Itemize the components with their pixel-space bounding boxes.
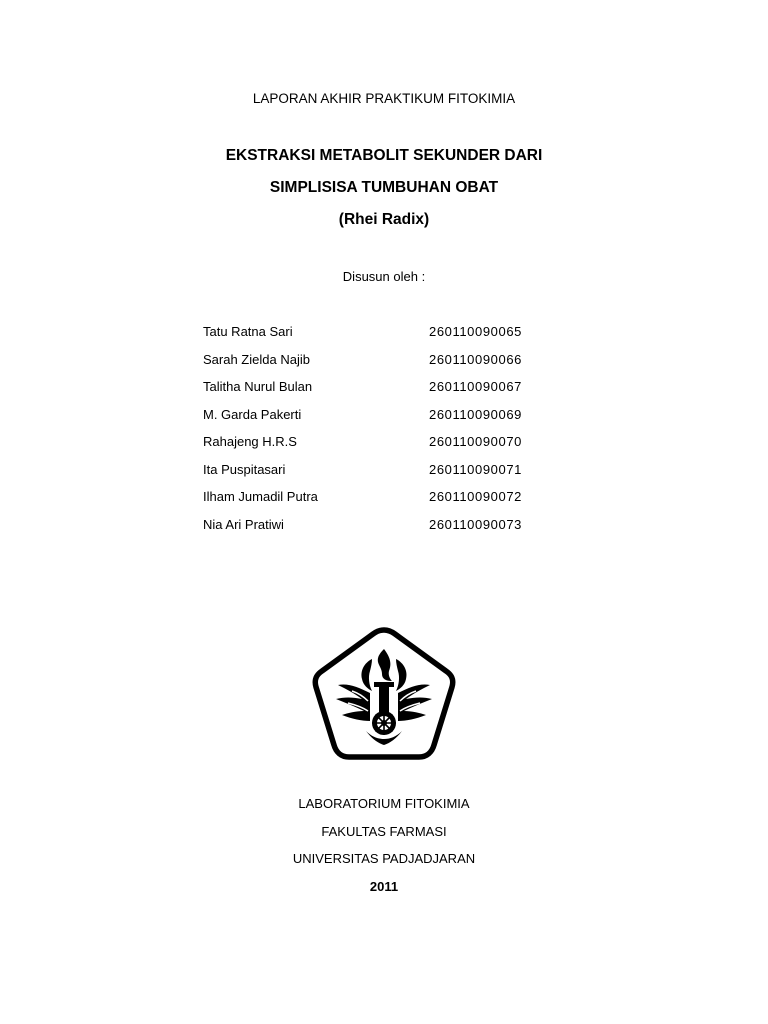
member-id: 260110090073: [429, 516, 522, 532]
member-name: Ilham Jumadil Putra: [203, 489, 318, 504]
title-line-3: (Rhei Radix): [338, 211, 430, 228]
member-name: Tatu Ratna Sari: [203, 324, 293, 339]
member-row: [203, 434, 563, 462]
member-id: 260110090067: [429, 379, 522, 394]
footer-faculty: FAKULTAS FARMASI: [321, 824, 447, 839]
member-id: 260110090070: [429, 434, 522, 449]
member-list: [203, 324, 563, 544]
member-id: 260110090066: [429, 351, 522, 367]
member-name: M. Garda Pakerti: [203, 406, 302, 422]
university-seal-icon: [312, 627, 456, 761]
member-row: [203, 489, 563, 517]
member-name: Sarah Zielda Najib: [203, 351, 310, 367]
member-id: 260110090072: [429, 489, 522, 504]
member-row: [203, 462, 563, 490]
footer-year: 2011: [369, 879, 399, 894]
member-id: 260110090065: [429, 324, 522, 339]
member-row: [203, 352, 563, 380]
prepared-by-label: Disusun oleh :: [342, 269, 426, 284]
member-id: 260110090069: [429, 406, 522, 422]
member-name: Talitha Nurul Bulan: [203, 379, 313, 394]
footer-laboratory: LABORATORIUM FITOKIMIA: [298, 796, 470, 811]
title-line-2: SIMPLISISA TUMBUHAN OBAT: [269, 179, 499, 196]
member-row: [203, 407, 563, 435]
report-label: LAPORAN AKHIR PRAKTIKUM FITOKIMIA: [252, 91, 516, 106]
member-name: Nia Ari Pratiwi: [203, 516, 284, 532]
member-name: Ita Puspitasari: [203, 461, 286, 477]
member-id: 260110090071: [429, 461, 522, 477]
member-row: [203, 379, 563, 407]
title-line-1: EKSTRAKSI METABOLIT SEKUNDER DARI: [225, 147, 543, 164]
member-row: [203, 324, 563, 352]
footer-university: UNIVERSITAS PADJADJARAN: [292, 851, 476, 866]
member-name: Rahajeng H.R.S: [203, 434, 297, 449]
member-row: [203, 517, 563, 545]
